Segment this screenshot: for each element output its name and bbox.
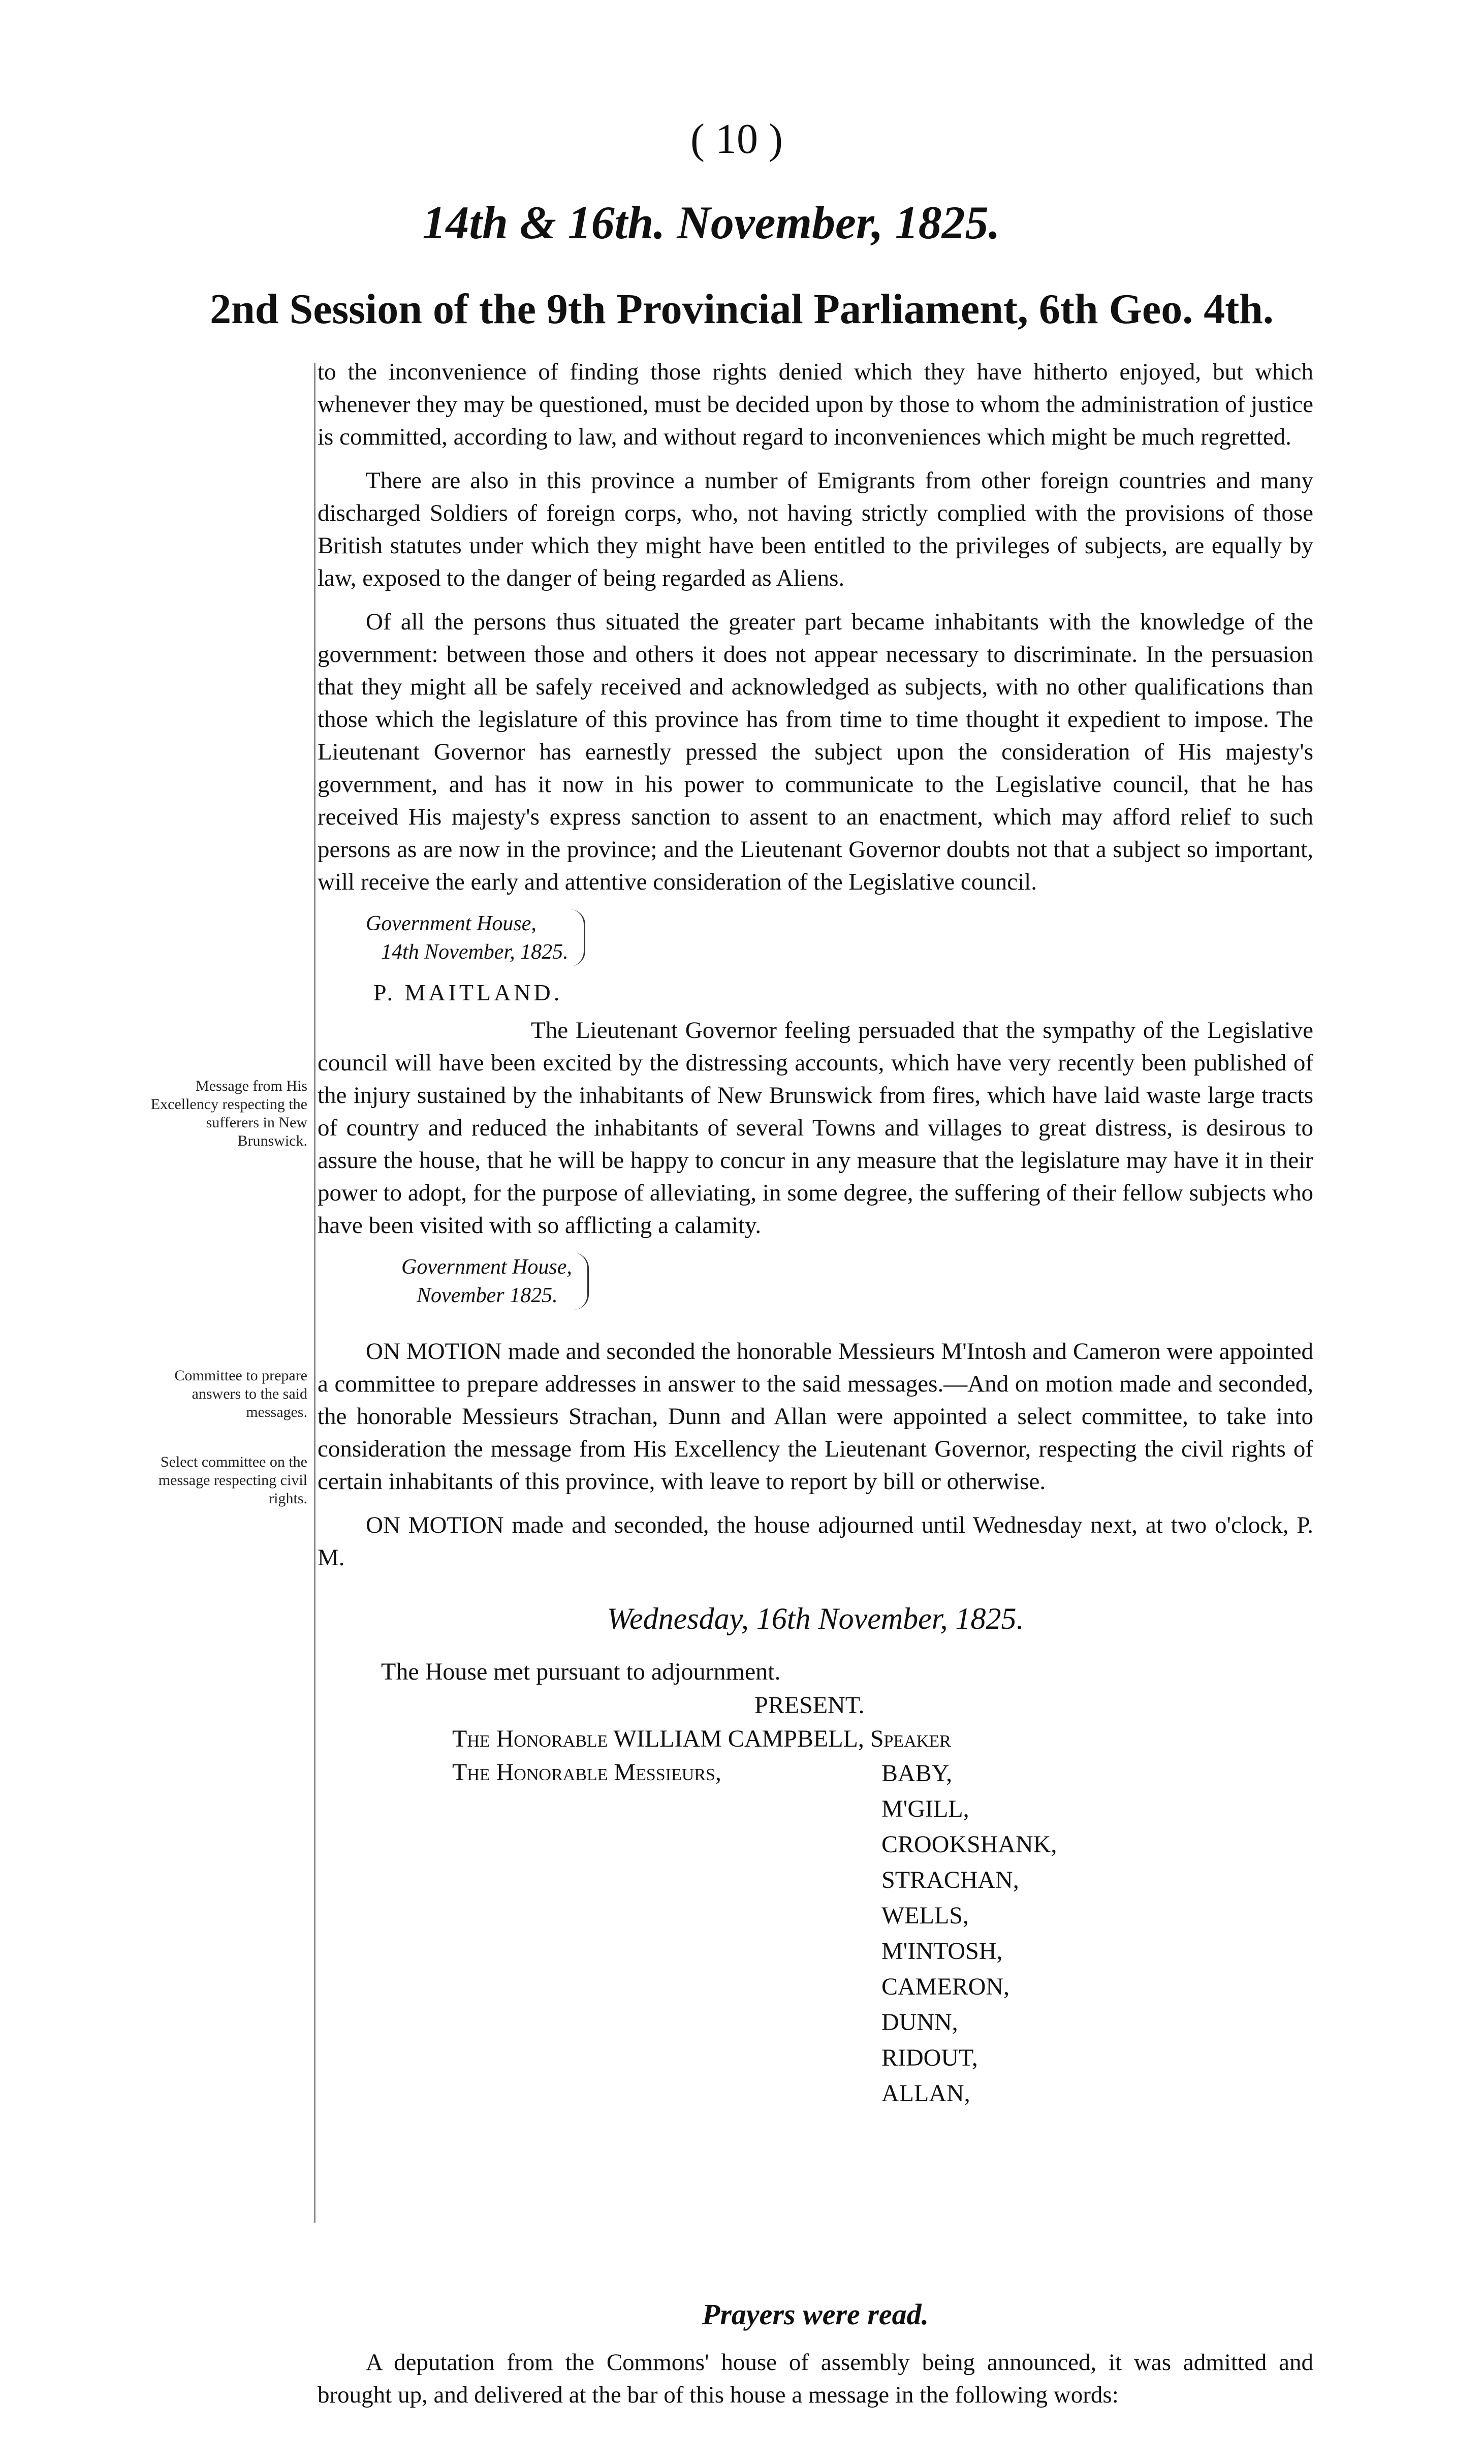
signature-place: Government House, (366, 912, 536, 935)
signature-place-date-2 (401, 1253, 589, 1310)
member-name: WELLS, (881, 1902, 969, 1929)
house-met-line: The House met pursuant to adjournment. (381, 1658, 781, 1685)
member-name: BABY, (881, 1760, 953, 1787)
member-name: ALLAN, (881, 2080, 970, 2107)
present-label: PRESENT. (754, 1692, 865, 1719)
signature-name: P. MAITLAND. (373, 980, 563, 1005)
sub-date-heading: Wednesday, 16th November, 1825. (607, 1602, 1024, 1635)
page-number: ( 10 ) (690, 115, 783, 163)
signature-date: 14th November, 1825. (381, 940, 569, 964)
margin-rule (314, 363, 315, 2223)
member-name: CROOKSHANK, (881, 1831, 1057, 1858)
member-name: RIDOUT, (881, 2044, 978, 2071)
signature-place-2: Government House, (401, 1255, 572, 1279)
prayers-heading: Prayers were read. (702, 2298, 929, 2331)
paragraph-6: ON MOTION made and seconded, the house adjourned until Wednesday next, at two o'clock, P. M. (318, 1512, 1313, 1571)
body-text (318, 356, 1313, 2422)
paragraph-7: A deputation from the Commons' house of assembly being announced, it was admitted and brought up, and delivered at the bar of this house a message in the following words: (318, 2349, 1313, 2408)
member-name: CAMERON, (881, 1973, 1010, 2000)
paragraph-1: to the inconvenience of finding those rights denied which they have hitherto enjoyed, but which whenever they may be questioned, must be decided upon by those to whom the administration of justice is committed, according to law, and without regard to inconveniences which might be much regretted. (318, 359, 1313, 450)
member-name: M'INTOSH, (881, 1938, 1003, 1965)
margin-note-select-committee: Select committee on the message respecting civil rights. (158, 1454, 307, 1507)
members-list (881, 1756, 1057, 2111)
signature-block-2 (401, 1253, 1313, 1311)
paragraph-2: There are also in this province a number of Emigrants from other foreign countries and many discharged Soldiers of foreign corps, who, not having strictly complied with the provisions of those British statutes under which they might have been entitled to the privileges of subjects, are equally by law, exposed to the danger of being regarded as Aliens. (318, 467, 1313, 591)
paragraph-5: ON MOTION made and seconded the honorable Messieurs M'Intosh and Cameron were appointed a committee to prepare addresses in answer to the said messages.—And on motion made and seconded, the honorable Messieurs Strachan, Dunn and Allan were appointed a select committee, to take into consideration the message from His Excellency the Lieutenant Governor, respecting the civil rights of certain inhabitants of this province, with leave to report by bill or otherwise. (318, 1338, 1313, 1495)
attendance-block (318, 1655, 1313, 2295)
session-heading: 2nd Session of the 9th Provincial Parliament, 6th Geo. 4th. (210, 286, 1274, 333)
member-name: DUNN, (881, 2009, 958, 2036)
margin-note-committee: Committee to prepare answers to the said messages. (174, 1367, 307, 1420)
member-name: M'GILL, (881, 1795, 969, 1822)
member-name: STRACHAN, (881, 1867, 1019, 1893)
paragraph-4: The Lieutenant Governor feeling persuaded that the sympathy of the Legislative council will have been excited by the distressing accounts, which have very recently been published of the injury sustained by the inhabitants of New Brunswick from fires, which have laid waste large tracts of country and reduced the inhabitants of several Towns and villages to great distress, is desirous to assure the house, that he will be happy to concur in any measure that the legislature may have it in their power to adopt, for the purpose of alleviating, in some degree, the suffering of their fellow subjects who have been visited with so afflicting a calamity. (318, 1017, 1313, 1239)
messieurs-label: The Honorable Messieurs, (452, 1759, 721, 1786)
signature-place-date (366, 909, 585, 966)
speaker-line: The Honorable WILLIAM CAMPBELL, Speaker (452, 1725, 951, 1752)
margin-note-new-brunswick: Message from His Excellency respecting the sufferers in New Brunswick. (150, 1078, 307, 1149)
paragraph-3: Of all the persons thus situated the greater part became inhabitants with the knowledge of the government: between those and others it does not appear necessary to discriminate. In the persuasion that they might all be safely received and acknowledged as subjects, with no other qualifications than those which the legislature of this province has from time to time thought it expedient to impose. The Lieutenant Governor has earnestly pressed the subject upon the consideration of His majesty's government, and has it now in his power to communicate to the Legislative council, that he has received His majesty's express sanction to assent to an enactment, which may afford relief to such persons as are now in the province; and the Lieutenant Governor doubts not that a subject so important, will receive the early and attentive consideration of the Legislative council. (318, 609, 1313, 895)
signature-block-1 (366, 909, 1313, 967)
date-heading: 14th & 16th. November, 1825. (422, 197, 1000, 248)
signature-date-2: November 1825. (417, 1284, 558, 1307)
